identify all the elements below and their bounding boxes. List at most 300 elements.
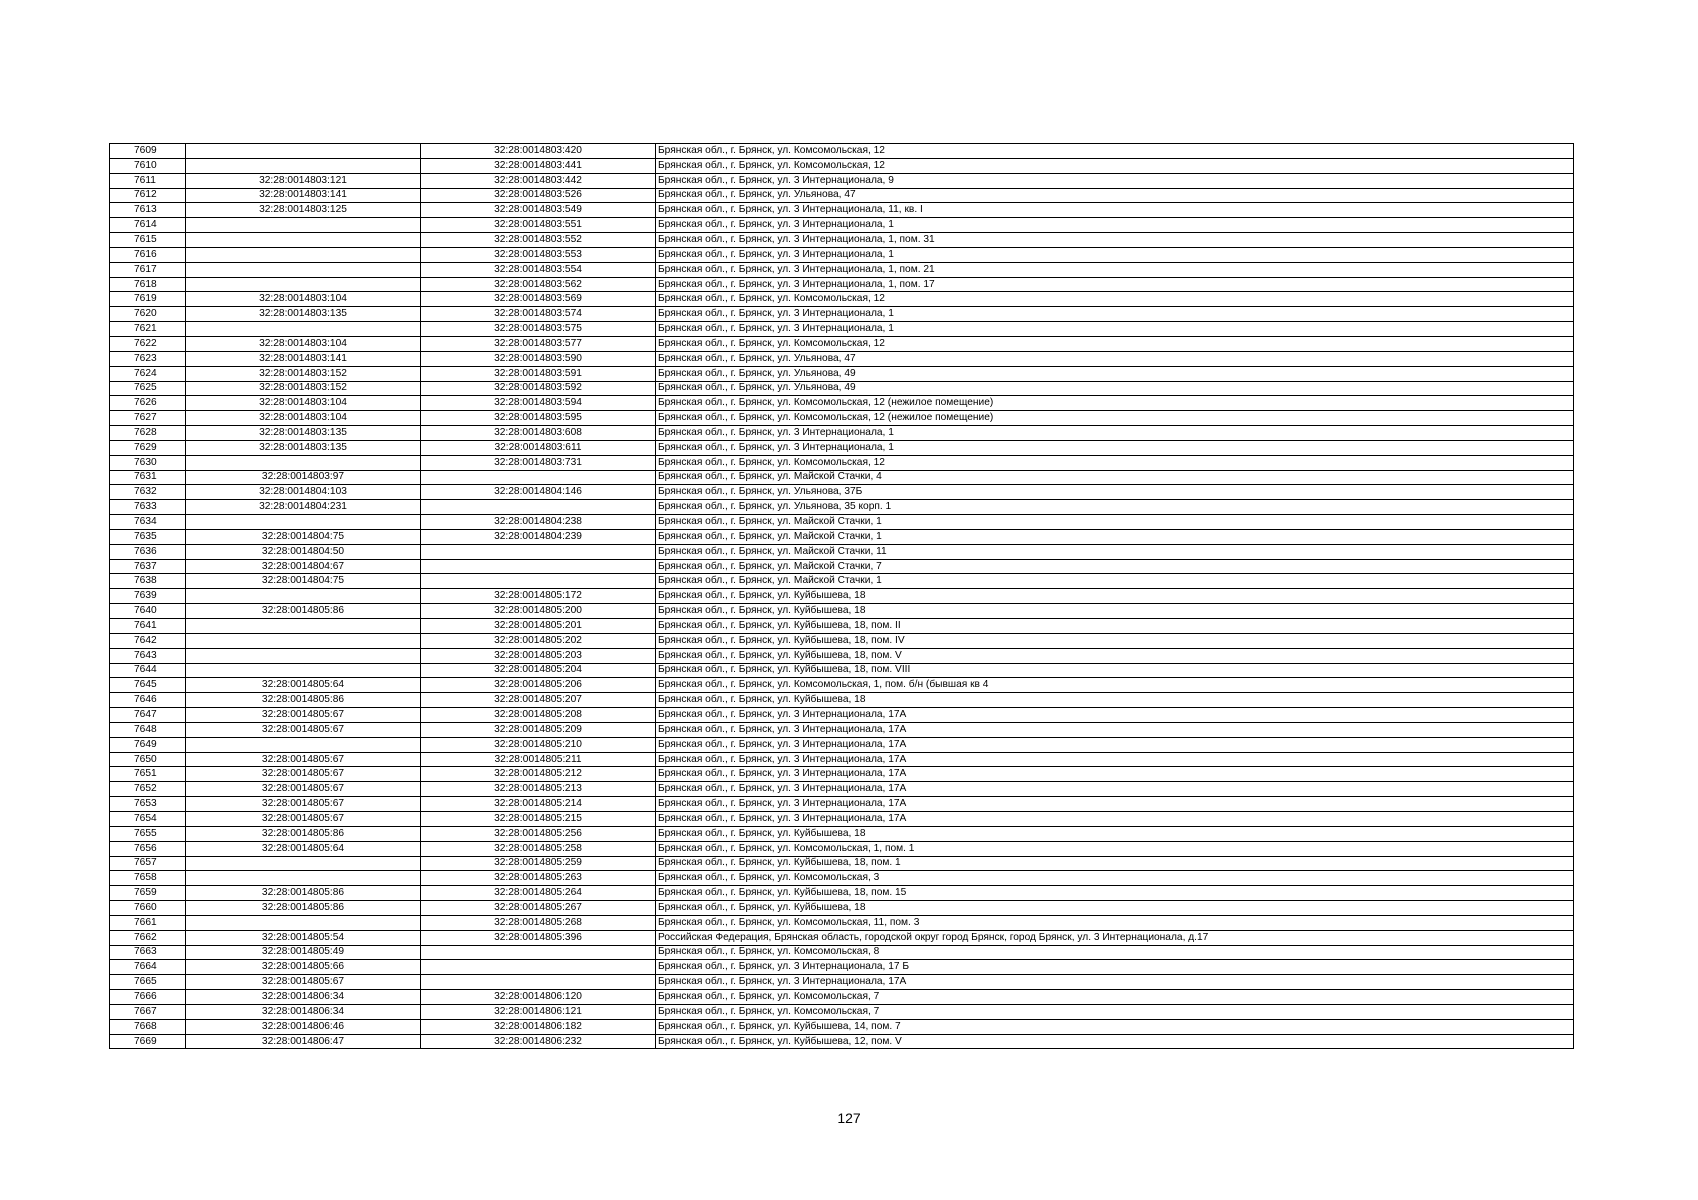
address-cell: Брянская обл., г. Брянск, ул. Куйбышева, 18, пом. 15: [656, 886, 1574, 901]
parcel-cadastral-cell: 32:28:0014803:104: [186, 336, 421, 351]
object-cadastral-cell: 32:28:0014804:146: [421, 485, 656, 500]
parcel-cadastral-cell: 32:28:0014803:125: [186, 203, 421, 218]
parcel-cadastral-cell: 32:28:0014806:46: [186, 1019, 421, 1034]
row-number-cell: 7650: [110, 752, 186, 767]
row-number-cell: 7666: [110, 990, 186, 1005]
registry-table-body: [110, 144, 1574, 1049]
address-cell: Брянская обл., г. Брянск, ул. Майской Стачки, 11: [656, 544, 1574, 559]
parcel-cadastral-cell: 32:28:0014805:66: [186, 960, 421, 975]
row-number-cell: 7662: [110, 930, 186, 945]
parcel-cadastral-cell: 32:28:0014805:67: [186, 767, 421, 782]
parcel-cadastral-cell: [186, 247, 421, 262]
table-row: [110, 426, 1574, 441]
parcel-cadastral-cell: 32:28:0014803:141: [186, 188, 421, 203]
object-cadastral-cell: 32:28:0014805:207: [421, 693, 656, 708]
address-cell: Брянская обл., г. Брянск, ул. Куйбышева, 14, пом. 7: [656, 1019, 1574, 1034]
row-number-cell: 7609: [110, 144, 186, 159]
table-row: [110, 767, 1574, 782]
parcel-cadastral-cell: 32:28:0014803:104: [186, 396, 421, 411]
row-number-cell: 7648: [110, 722, 186, 737]
object-cadastral-cell: 32:28:0014803:562: [421, 277, 656, 292]
parcel-cadastral-cell: 32:28:0014804:231: [186, 500, 421, 515]
table-row: [110, 693, 1574, 708]
row-number-cell: 7656: [110, 841, 186, 856]
table-row: [110, 440, 1574, 455]
row-number-cell: 7664: [110, 960, 186, 975]
table-row: [110, 722, 1574, 737]
object-cadastral-cell: [421, 544, 656, 559]
row-number-cell: 7629: [110, 440, 186, 455]
address-cell: Брянская обл., г. Брянск, ул. Комсомольская, 1, пом. 1: [656, 841, 1574, 856]
object-cadastral-cell: 32:28:0014803:575: [421, 322, 656, 337]
object-cadastral-cell: 32:28:0014805:210: [421, 737, 656, 752]
parcel-cadastral-cell: 32:28:0014805:86: [186, 604, 421, 619]
parcel-cadastral-cell: 32:28:0014804:75: [186, 574, 421, 589]
row-number-cell: 7635: [110, 529, 186, 544]
object-cadastral-cell: 32:28:0014803:590: [421, 351, 656, 366]
table-row: [110, 292, 1574, 307]
row-number-cell: 7657: [110, 856, 186, 871]
address-cell: Брянская обл., г. Брянск, ул. 3 Интернационала, 9: [656, 173, 1574, 188]
address-cell: Брянская обл., г. Брянск, ул. Куйбышева, 18: [656, 693, 1574, 708]
address-cell: Брянская обл., г. Брянск, ул. 3 Интернационала, 17А: [656, 767, 1574, 782]
address-cell: Брянская обл., г. Брянск, ул. 3 Интернационала, 1: [656, 218, 1574, 233]
object-cadastral-cell: 32:28:0014803:574: [421, 307, 656, 322]
object-cadastral-cell: 32:28:0014803:549: [421, 203, 656, 218]
object-cadastral-cell: 32:28:0014805:256: [421, 826, 656, 841]
table-row: [110, 485, 1574, 500]
table-row: [110, 515, 1574, 530]
table-row: [110, 1019, 1574, 1034]
row-number-cell: 7637: [110, 559, 186, 574]
object-cadastral-cell: 32:28:0014803:552: [421, 233, 656, 248]
object-cadastral-cell: 32:28:0014803:611: [421, 440, 656, 455]
object-cadastral-cell: 32:28:0014806:182: [421, 1019, 656, 1034]
address-cell: Брянская обл., г. Брянск, ул. Комсомольская, 12: [656, 455, 1574, 470]
object-cadastral-cell: 32:28:0014806:120: [421, 990, 656, 1005]
object-cadastral-cell: [421, 945, 656, 960]
parcel-cadastral-cell: 32:28:0014805:64: [186, 841, 421, 856]
table-row: [110, 262, 1574, 277]
parcel-cadastral-cell: [186, 455, 421, 470]
table-row: [110, 529, 1574, 544]
address-cell: Брянская обл., г. Брянск, ул. Куйбышева, 18: [656, 901, 1574, 916]
table-row: [110, 307, 1574, 322]
parcel-cadastral-cell: 32:28:0014805:49: [186, 945, 421, 960]
row-number-cell: 7633: [110, 500, 186, 515]
parcel-cadastral-cell: [186, 856, 421, 871]
table-row: [110, 975, 1574, 990]
row-number-cell: 7623: [110, 351, 186, 366]
object-cadastral-cell: 32:28:0014803:569: [421, 292, 656, 307]
address-cell: Брянская обл., г. Брянск, ул. Комсомольская, 11, пом. 3: [656, 915, 1574, 930]
parcel-cadastral-cell: 32:28:0014805:67: [186, 811, 421, 826]
address-cell: Брянская обл., г. Брянск, ул. Майской Стачки, 4: [656, 470, 1574, 485]
address-cell: Брянская обл., г. Брянск, ул. Куйбышева, 12, пом. V: [656, 1034, 1574, 1049]
address-cell: Брянская обл., г. Брянск, ул. Куйбышева, 18, пом. VIII: [656, 663, 1574, 678]
table-row: [110, 173, 1574, 188]
object-cadastral-cell: 32:28:0014805:206: [421, 678, 656, 693]
object-cadastral-cell: 32:28:0014803:551: [421, 218, 656, 233]
table-row: [110, 247, 1574, 262]
row-number-cell: 7661: [110, 915, 186, 930]
address-cell: Российская Федерация, Брянская область, городской округ город Брянск, город Брянск, ул. 3 Интернационала, д.17: [656, 930, 1574, 945]
parcel-cadastral-cell: [186, 515, 421, 530]
parcel-cadastral-cell: 32:28:0014804:103: [186, 485, 421, 500]
object-cadastral-cell: 32:28:0014803:577: [421, 336, 656, 351]
object-cadastral-cell: 32:28:0014803:420: [421, 144, 656, 159]
address-cell: Брянская обл., г. Брянск, ул. 3 Интернационала, 1, пом. 31: [656, 233, 1574, 248]
object-cadastral-cell: 32:28:0014803:731: [421, 455, 656, 470]
table-row: [110, 619, 1574, 634]
object-cadastral-cell: [421, 975, 656, 990]
row-number-cell: 7622: [110, 336, 186, 351]
object-cadastral-cell: 32:28:0014805:203: [421, 648, 656, 663]
table-row: [110, 604, 1574, 619]
row-number-cell: 7649: [110, 737, 186, 752]
row-number-cell: 7610: [110, 158, 186, 173]
address-cell: Брянская обл., г. Брянск, ул. Ульянова, 47: [656, 351, 1574, 366]
row-number-cell: 7615: [110, 233, 186, 248]
row-number-cell: 7630: [110, 455, 186, 470]
address-cell: Брянская обл., г. Брянск, ул. 3 Интернационала, 17А: [656, 811, 1574, 826]
table-row: [110, 737, 1574, 752]
row-number-cell: 7624: [110, 366, 186, 381]
parcel-cadastral-cell: 32:28:0014806:34: [186, 1004, 421, 1019]
parcel-cadastral-cell: 32:28:0014805:86: [186, 693, 421, 708]
object-cadastral-cell: [421, 500, 656, 515]
row-number-cell: 7645: [110, 678, 186, 693]
object-cadastral-cell: 32:28:0014803:526: [421, 188, 656, 203]
address-cell: Брянская обл., г. Брянск, ул. 3 Интернационала, 1: [656, 307, 1574, 322]
address-cell: Брянская обл., г. Брянск, ул. 3 Интернационала, 1: [656, 426, 1574, 441]
table-row: [110, 856, 1574, 871]
table-row: [110, 752, 1574, 767]
row-number-cell: 7611: [110, 173, 186, 188]
object-cadastral-cell: 32:28:0014805:212: [421, 767, 656, 782]
address-cell: Брянская обл., г. Брянск, ул. Комсомольская, 12 (нежилое помещение): [656, 396, 1574, 411]
row-number-cell: 7627: [110, 411, 186, 426]
table-row: [110, 915, 1574, 930]
table-row: [110, 811, 1574, 826]
object-cadastral-cell: 32:28:0014806:232: [421, 1034, 656, 1049]
row-number-cell: 7663: [110, 945, 186, 960]
address-cell: Брянская обл., г. Брянск, ул. 3 Интернационала, 17 Б: [656, 960, 1574, 975]
object-cadastral-cell: 32:28:0014803:553: [421, 247, 656, 262]
address-cell: Брянская обл., г. Брянск, ул. 3 Интернационала, 17А: [656, 752, 1574, 767]
table-row: [110, 782, 1574, 797]
row-number-cell: 7618: [110, 277, 186, 292]
row-number-cell: 7642: [110, 633, 186, 648]
object-cadastral-cell: 32:28:0014805:213: [421, 782, 656, 797]
address-cell: Брянская обл., г. Брянск, ул. Майской Стачки, 1: [656, 529, 1574, 544]
row-number-cell: 7644: [110, 663, 186, 678]
object-cadastral-cell: 32:28:0014803:441: [421, 158, 656, 173]
parcel-cadastral-cell: [186, 633, 421, 648]
parcel-cadastral-cell: 32:28:0014805:67: [186, 722, 421, 737]
table-row: [110, 500, 1574, 515]
table-row: [110, 544, 1574, 559]
table-row: [110, 886, 1574, 901]
address-cell: Брянская обл., г. Брянск, ул. Комсомольская, 12: [656, 292, 1574, 307]
row-number-cell: 7631: [110, 470, 186, 485]
row-number-cell: 7651: [110, 767, 186, 782]
table-row: [110, 871, 1574, 886]
parcel-cadastral-cell: 32:28:0014804:67: [186, 559, 421, 574]
row-number-cell: 7614: [110, 218, 186, 233]
table-row: [110, 411, 1574, 426]
object-cadastral-cell: 32:28:0014803:595: [421, 411, 656, 426]
row-number-cell: 7632: [110, 485, 186, 500]
address-cell: Брянская обл., г. Брянск, ул. Майской Стачки, 1: [656, 574, 1574, 589]
table-row: [110, 930, 1574, 945]
address-cell: Брянская обл., г. Брянск, ул. Куйбышева, 18, пом. IV: [656, 633, 1574, 648]
table-row: [110, 945, 1574, 960]
row-number-cell: 7643: [110, 648, 186, 663]
address-cell: Брянская обл., г. Брянск, ул. 3 Интернационала, 1, пом. 17: [656, 277, 1574, 292]
object-cadastral-cell: 32:28:0014805:258: [421, 841, 656, 856]
table-row: [110, 470, 1574, 485]
table-row: [110, 322, 1574, 337]
address-cell: Брянская обл., г. Брянск, ул. Ульянова, 37Б: [656, 485, 1574, 500]
object-cadastral-cell: 32:28:0014805:208: [421, 708, 656, 723]
object-cadastral-cell: 32:28:0014806:121: [421, 1004, 656, 1019]
parcel-cadastral-cell: [186, 871, 421, 886]
parcel-cadastral-cell: 32:28:0014803:135: [186, 307, 421, 322]
address-cell: Брянская обл., г. Брянск, ул. 3 Интернационала, 11, кв. I: [656, 203, 1574, 218]
parcel-cadastral-cell: [186, 915, 421, 930]
address-cell: Брянская обл., г. Брянск, ул. 3 Интернационала, 1: [656, 440, 1574, 455]
parcel-cadastral-cell: [186, 158, 421, 173]
address-cell: Брянская обл., г. Брянск, ул. Комсомольская, 7: [656, 990, 1574, 1005]
table-row: [110, 144, 1574, 159]
parcel-cadastral-cell: 32:28:0014805:86: [186, 826, 421, 841]
table-row: [110, 648, 1574, 663]
table-row: [110, 990, 1574, 1005]
address-cell: Брянская обл., г. Брянск, ул. 3 Интернационала, 1: [656, 322, 1574, 337]
address-cell: Брянская обл., г. Брянск, ул. Куйбышева, 18, пом. V: [656, 648, 1574, 663]
table-row: [110, 678, 1574, 693]
table-row: [110, 633, 1574, 648]
registry-table: [109, 143, 1574, 1049]
address-cell: Брянская обл., г. Брянск, ул. Куйбышева, 18, пом. 1: [656, 856, 1574, 871]
row-number-cell: 7659: [110, 886, 186, 901]
address-cell: Брянская обл., г. Брянск, ул. Куйбышева, 18: [656, 826, 1574, 841]
row-number-cell: 7621: [110, 322, 186, 337]
parcel-cadastral-cell: [186, 322, 421, 337]
address-cell: Брянская обл., г. Брянск, ул. Комсомольская, 7: [656, 1004, 1574, 1019]
object-cadastral-cell: 32:28:0014805:268: [421, 915, 656, 930]
row-number-cell: 7646: [110, 693, 186, 708]
row-number-cell: 7626: [110, 396, 186, 411]
object-cadastral-cell: 32:28:0014805:264: [421, 886, 656, 901]
table-row: [110, 708, 1574, 723]
object-cadastral-cell: 32:28:0014805:200: [421, 604, 656, 619]
parcel-cadastral-cell: 32:28:0014803:152: [186, 366, 421, 381]
address-cell: Брянская обл., г. Брянск, ул. 3 Интернационала, 17А: [656, 737, 1574, 752]
parcel-cadastral-cell: [186, 218, 421, 233]
parcel-cadastral-cell: 32:28:0014803:97: [186, 470, 421, 485]
table-row: [110, 351, 1574, 366]
object-cadastral-cell: 32:28:0014805:201: [421, 619, 656, 634]
address-cell: Брянская обл., г. Брянск, ул. Комсомольская, 12: [656, 336, 1574, 351]
object-cadastral-cell: 32:28:0014803:442: [421, 173, 656, 188]
row-number-cell: 7616: [110, 247, 186, 262]
row-number-cell: 7665: [110, 975, 186, 990]
row-number-cell: 7613: [110, 203, 186, 218]
address-cell: Брянская обл., г. Брянск, ул. Ульянова, 49: [656, 366, 1574, 381]
row-number-cell: 7667: [110, 1004, 186, 1019]
table-row: [110, 366, 1574, 381]
parcel-cadastral-cell: 32:28:0014805:67: [186, 782, 421, 797]
parcel-cadastral-cell: 32:28:0014805:67: [186, 752, 421, 767]
parcel-cadastral-cell: [186, 144, 421, 159]
table-row: [110, 901, 1574, 916]
row-number-cell: 7669: [110, 1034, 186, 1049]
object-cadastral-cell: 32:28:0014803:591: [421, 366, 656, 381]
address-cell: Брянская обл., г. Брянск, ул. 3 Интернационала, 17А: [656, 722, 1574, 737]
address-cell: Брянская обл., г. Брянск, ул. Комсомольская, 3: [656, 871, 1574, 886]
object-cadastral-cell: 32:28:0014805:202: [421, 633, 656, 648]
row-number-cell: 7660: [110, 901, 186, 916]
table-row: [110, 188, 1574, 203]
parcel-cadastral-cell: 32:28:0014803:135: [186, 440, 421, 455]
row-number-cell: 7619: [110, 292, 186, 307]
address-cell: Брянская обл., г. Брянск, ул. Ульянова, 47: [656, 188, 1574, 203]
parcel-cadastral-cell: 32:28:0014803:135: [186, 426, 421, 441]
parcel-cadastral-cell: 32:28:0014803:152: [186, 381, 421, 396]
object-cadastral-cell: 32:28:0014803:608: [421, 426, 656, 441]
address-cell: Брянская обл., г. Брянск, ул. Куйбышева, 18: [656, 604, 1574, 619]
parcel-cadastral-cell: [186, 589, 421, 604]
row-number-cell: 7628: [110, 426, 186, 441]
row-number-cell: 7612: [110, 188, 186, 203]
object-cadastral-cell: 32:28:0014805:211: [421, 752, 656, 767]
table-row: [110, 960, 1574, 975]
parcel-cadastral-cell: [186, 233, 421, 248]
parcel-cadastral-cell: 32:28:0014805:86: [186, 901, 421, 916]
parcel-cadastral-cell: 32:28:0014804:75: [186, 529, 421, 544]
table-row: [110, 841, 1574, 856]
object-cadastral-cell: 32:28:0014805:396: [421, 930, 656, 945]
address-cell: Брянская обл., г. Брянск, ул. Куйбышева, 18, пом. II: [656, 619, 1574, 634]
row-number-cell: 7639: [110, 589, 186, 604]
parcel-cadastral-cell: 32:28:0014806:34: [186, 990, 421, 1005]
table-row: [110, 1034, 1574, 1049]
table-row: [110, 559, 1574, 574]
parcel-cadastral-cell: 32:28:0014805:64: [186, 678, 421, 693]
row-number-cell: 7638: [110, 574, 186, 589]
parcel-cadastral-cell: [186, 262, 421, 277]
row-number-cell: 7654: [110, 811, 186, 826]
table-row: [110, 381, 1574, 396]
row-number-cell: 7636: [110, 544, 186, 559]
object-cadastral-cell: [421, 574, 656, 589]
table-row: [110, 233, 1574, 248]
object-cadastral-cell: 32:28:0014805:259: [421, 856, 656, 871]
parcel-cadastral-cell: 32:28:0014804:50: [186, 544, 421, 559]
row-number-cell: 7653: [110, 797, 186, 812]
table-row: [110, 277, 1574, 292]
object-cadastral-cell: 32:28:0014805:263: [421, 871, 656, 886]
table-row: [110, 218, 1574, 233]
parcel-cadastral-cell: 32:28:0014803:141: [186, 351, 421, 366]
address-cell: Брянская обл., г. Брянск, ул. Ульянова, 49: [656, 381, 1574, 396]
parcel-cadastral-cell: 32:28:0014805:86: [186, 886, 421, 901]
table-row: [110, 589, 1574, 604]
row-number-cell: 7641: [110, 619, 186, 634]
parcel-cadastral-cell: [186, 619, 421, 634]
object-cadastral-cell: 32:28:0014805:209: [421, 722, 656, 737]
address-cell: Брянская обл., г. Брянск, ул. 3 Интернационала, 17А: [656, 975, 1574, 990]
object-cadastral-cell: 32:28:0014805:172: [421, 589, 656, 604]
address-cell: Брянская обл., г. Брянск, ул. Ульянова, 35 корп. 1: [656, 500, 1574, 515]
row-number-cell: 7625: [110, 381, 186, 396]
table-row: [110, 336, 1574, 351]
address-cell: Брянская обл., г. Брянск, ул. Комсомольская, 12 (нежилое помещение): [656, 411, 1574, 426]
parcel-cadastral-cell: 32:28:0014805:54: [186, 930, 421, 945]
object-cadastral-cell: 32:28:0014804:239: [421, 529, 656, 544]
parcel-cadastral-cell: [186, 277, 421, 292]
parcel-cadastral-cell: 32:28:0014805:67: [186, 975, 421, 990]
table-row: [110, 158, 1574, 173]
parcel-cadastral-cell: 32:28:0014806:47: [186, 1034, 421, 1049]
address-cell: Брянская обл., г. Брянск, ул. Комсомольская, 12: [656, 158, 1574, 173]
parcel-cadastral-cell: 32:28:0014803:104: [186, 411, 421, 426]
row-number-cell: 7655: [110, 826, 186, 841]
object-cadastral-cell: [421, 960, 656, 975]
address-cell: Брянская обл., г. Брянск, ул. 3 Интернационала, 1, пом. 21: [656, 262, 1574, 277]
object-cadastral-cell: [421, 559, 656, 574]
parcel-cadastral-cell: [186, 648, 421, 663]
address-cell: Брянская обл., г. Брянск, ул. Комсомольская, 12: [656, 144, 1574, 159]
table-row: [110, 663, 1574, 678]
page-number: 127: [837, 1110, 861, 1126]
parcel-cadastral-cell: 32:28:0014803:121: [186, 173, 421, 188]
row-number-cell: 7634: [110, 515, 186, 530]
address-cell: Брянская обл., г. Брянск, ул. Майской Стачки, 1: [656, 515, 1574, 530]
table-row: [110, 574, 1574, 589]
parcel-cadastral-cell: [186, 737, 421, 752]
object-cadastral-cell: 32:28:0014804:238: [421, 515, 656, 530]
object-cadastral-cell: [421, 470, 656, 485]
table-row: [110, 396, 1574, 411]
parcel-cadastral-cell: [186, 663, 421, 678]
object-cadastral-cell: 32:28:0014803:592: [421, 381, 656, 396]
object-cadastral-cell: 32:28:0014803:594: [421, 396, 656, 411]
address-cell: Брянская обл., г. Брянск, ул. 3 Интернационала, 1: [656, 247, 1574, 262]
object-cadastral-cell: 32:28:0014805:204: [421, 663, 656, 678]
parcel-cadastral-cell: 32:28:0014803:104: [186, 292, 421, 307]
address-cell: Брянская обл., г. Брянск, ул. 3 Интернационала, 17А: [656, 782, 1574, 797]
table-row: [110, 797, 1574, 812]
row-number-cell: 7640: [110, 604, 186, 619]
object-cadastral-cell: 32:28:0014805:267: [421, 901, 656, 916]
row-number-cell: 7647: [110, 708, 186, 723]
row-number-cell: 7652: [110, 782, 186, 797]
address-cell: Брянская обл., г. Брянск, ул. Куйбышева, 18: [656, 589, 1574, 604]
row-number-cell: 7668: [110, 1019, 186, 1034]
table-row: [110, 826, 1574, 841]
address-cell: Брянская обл., г. Брянск, ул. 3 Интернационала, 17А: [656, 708, 1574, 723]
table-row: [110, 203, 1574, 218]
parcel-cadastral-cell: 32:28:0014805:67: [186, 708, 421, 723]
row-number-cell: 7617: [110, 262, 186, 277]
object-cadastral-cell: 32:28:0014803:554: [421, 262, 656, 277]
row-number-cell: 7620: [110, 307, 186, 322]
address-cell: Брянская обл., г. Брянск, ул. 3 Интернационала, 17А: [656, 797, 1574, 812]
table-row: [110, 455, 1574, 470]
